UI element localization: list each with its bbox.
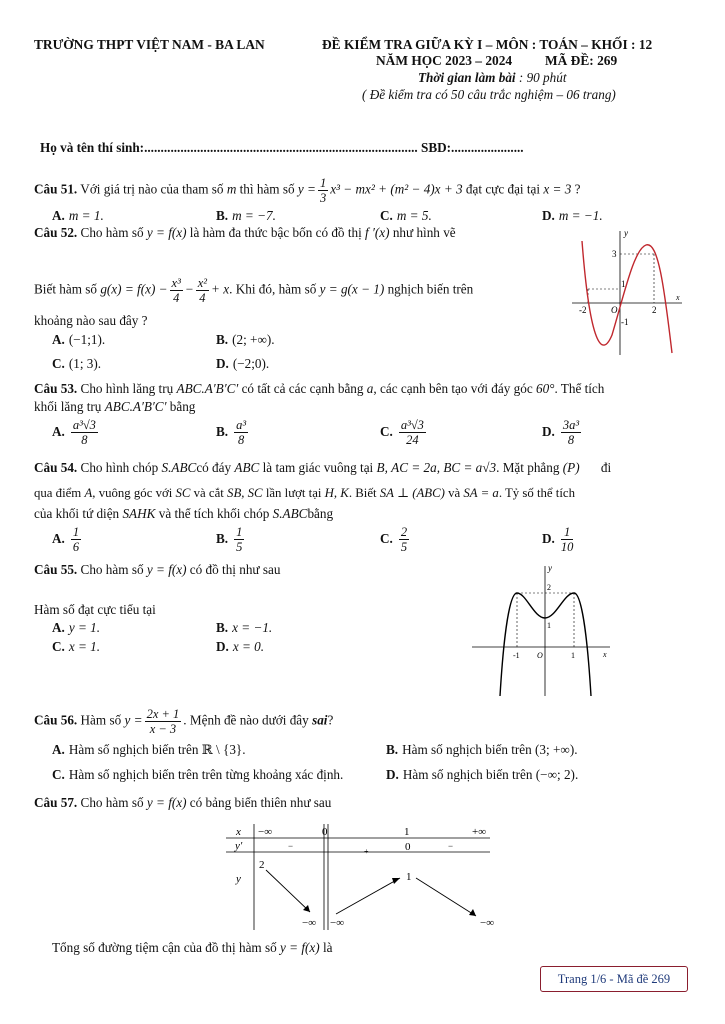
question-54: Câu 54. Cho hình chóp S.ABCcó đáy ABC là tam giác vuông tại B, AC = 2a, BC = a√3. Mặt phẳng (P) đi <box>34 460 612 475</box>
tick-2: 2 <box>547 583 551 592</box>
tick-minus1: -1 <box>513 651 520 660</box>
question-52-line2: Biết hàm số g(x) = f(x) − $\frac{\text{x³}}{4}$ − $\frac{\text{x²}}{4}$ + x. Khi đó, hàm số y = g(x − 1) nghịch biến trên <box>34 276 474 305</box>
q51-answer-a[interactable]: A. m = 1. <box>52 208 104 223</box>
arrow-down-2 <box>416 878 476 916</box>
y-label: y <box>548 563 552 573</box>
tick-1: 1 <box>547 621 551 630</box>
q52-derivative-graph <box>568 225 690 357</box>
x-one: 1 <box>404 826 410 838</box>
arrow-up <box>336 878 400 914</box>
origin-label: O <box>537 651 543 660</box>
q56-answer-c[interactable]: C. Hàm số nghịch biến trên trên từng khoảng xác định. <box>52 767 344 782</box>
q51-answer-b[interactable]: B. m = −7. <box>216 208 276 223</box>
y-value-1: 1 <box>406 871 412 883</box>
q55-answer-a[interactable]: A. y = 1. <box>52 620 101 635</box>
tick-1: 1 <box>621 279 626 289</box>
q53-answer-b[interactable]: B. $\frac{\text{a³}}{8}$ <box>216 418 247 447</box>
x-zero: 0 <box>322 826 328 838</box>
function-curve <box>500 593 591 696</box>
q55-function-graph <box>470 560 615 698</box>
question-54-line2: qua điểm A, vuông góc với SC và cắt SB, SC lần lượt tại H, K. Biết SA ⊥ (ABC) và SA = a. Tỷ số thể tích <box>34 486 575 500</box>
tick-plus1: 1 <box>571 651 575 660</box>
y-label: y <box>624 228 628 238</box>
school-name: TRƯỜNG THPT VIỆT NAM - BA LAN <box>34 37 265 52</box>
q53-answer-c[interactable]: C. $\frac{\text{a³√3}}{24}$ <box>380 418 424 447</box>
q51-answer-d[interactable]: D. m = −1. <box>542 208 603 223</box>
y-minus-inf-2: −∞ <box>330 917 345 929</box>
tick-minus2: -2 <box>579 305 587 315</box>
x-minus-inf: −∞ <box>258 826 273 838</box>
tick-minus1: -1 <box>621 317 629 327</box>
student-info-line: Họ và tên thí sinh:................................................................................... SBD:...................... <box>40 140 524 155</box>
q56-answer-d[interactable]: D. Hàm số nghịch biến trên (−∞; 2). <box>386 767 579 782</box>
q54-answer-a[interactable]: A. $\frac{1}{6}$ <box>52 525 80 554</box>
q52-answer-b[interactable]: B. (2; +∞). <box>216 332 275 347</box>
q55-answer-b[interactable]: B. x = −1. <box>216 620 273 635</box>
yprime-zero: 0 <box>405 841 411 853</box>
tick-2: 2 <box>652 305 657 315</box>
school-year: NĂM HỌC 2023 – 2024 <box>376 53 513 68</box>
exam-title: ĐỀ KIỂM TRA GIỮA KỲ I – MÔN : TOÁN – KHỐI : 12 <box>322 37 653 52</box>
row-y-label: y <box>236 873 241 885</box>
question-56: Câu 56. Hàm số y = $\frac{2x + 1}{x - 3}$ . Mệnh đề nào dưới đây sai? <box>34 707 334 736</box>
x-plus-inf: +∞ <box>472 826 487 838</box>
x-label: x <box>676 293 680 302</box>
question-51: Câu 51. Với giá trị nào của tham số m thì hàm số y = $\frac{1}{3}$ x³ − mx² + (m² − 4)x + 3 đạt cực đại tại x = 3 ? <box>34 176 581 205</box>
page-number-badge: Trang 1/6 - Mã đề 269 <box>540 966 688 992</box>
question-53-line2: khối lăng trụ ABC.A′B′C′ bằng <box>34 399 196 414</box>
question-55-line2: Hàm số đạt cực tiểu tại <box>34 602 156 617</box>
q52-answer-d[interactable]: D. (−2;0). <box>216 356 270 371</box>
q55-answer-d[interactable]: D. x = 0. <box>216 639 265 654</box>
q56-answer-a[interactable]: A. Hàm số nghịch biến trên ℝ \ {3}. <box>52 742 246 757</box>
q53-answer-a[interactable]: A. $\frac{\text{a³√3}}{8}$ <box>52 418 96 447</box>
variation-table <box>224 822 496 934</box>
origin-label: O <box>611 305 618 315</box>
q52-answer-c[interactable]: C. (1; 3). <box>52 356 102 371</box>
row-yprime-label: y′ <box>235 840 243 852</box>
question-55: Câu 55. Cho hàm số y = f(x) có đồ thị như sau <box>34 562 281 577</box>
q54-answer-b[interactable]: B. $\frac{1}{5}$ <box>216 525 243 554</box>
q53-answer-d[interactable]: D. $\frac{\text{3a³}}{8}$ <box>542 418 580 447</box>
q51-answer-c[interactable]: C. m = 5. <box>380 208 432 223</box>
q54-answer-d[interactable]: D. $\frac{1}{10}$ <box>542 525 574 554</box>
question-54-line3: của khối tứ diện SAHK và thể tích khối chóp S.ABCbằng <box>34 506 334 521</box>
question-57: Câu 57. Cho hàm số y = f(x) có bảng biến thiên như sau <box>34 795 332 810</box>
sign-4: − <box>448 841 454 851</box>
question-57-final: Tổng số đường tiệm cận của đồ thị hàm số y = f(x) là <box>52 940 333 955</box>
y-value-2: 2 <box>259 859 265 871</box>
sign-1: − <box>288 841 294 851</box>
question-53: Câu 53. Cho hình lăng trụ ABC.A′B′C′ có tất cả các cạnh bằng a, các cạnh bên tạo với đáy góc 60°. Thể tích <box>34 381 605 396</box>
arrow-down-1 <box>266 870 310 912</box>
y-minus-inf-1: −∞ <box>302 917 317 929</box>
question-52-line3: khoảng nào sau đây ? <box>34 313 148 328</box>
time-line: Thời gian làm bài : 90 phút <box>418 70 567 85</box>
q54-answer-c[interactable]: C. $\frac{2}{5}$ <box>380 525 408 554</box>
question-52: Câu 52. Cho hàm số y = f(x) là hàm đa thức bậc bốn có đồ thị f ′(x) như hình vẽ <box>34 225 456 240</box>
x-label: x <box>603 650 607 659</box>
row-x-label: x <box>236 826 241 838</box>
q55-answer-c[interactable]: C. x = 1. <box>52 639 101 654</box>
exam-code: MÃ ĐỀ: 269 <box>545 53 618 68</box>
derivative-curve <box>582 241 672 353</box>
tick-3: 3 <box>612 249 617 259</box>
q56-answer-b[interactable]: B. Hàm số nghịch biến trên (3; +∞). <box>386 742 578 757</box>
exam-note: ( Đề kiểm tra có 50 câu trắc nghiệm – 06 trang) <box>362 87 616 102</box>
sign-2: + <box>364 847 369 856</box>
y-minus-inf-3: −∞ <box>480 917 495 929</box>
q52-answer-a[interactable]: A. (−1;1). <box>52 332 106 347</box>
